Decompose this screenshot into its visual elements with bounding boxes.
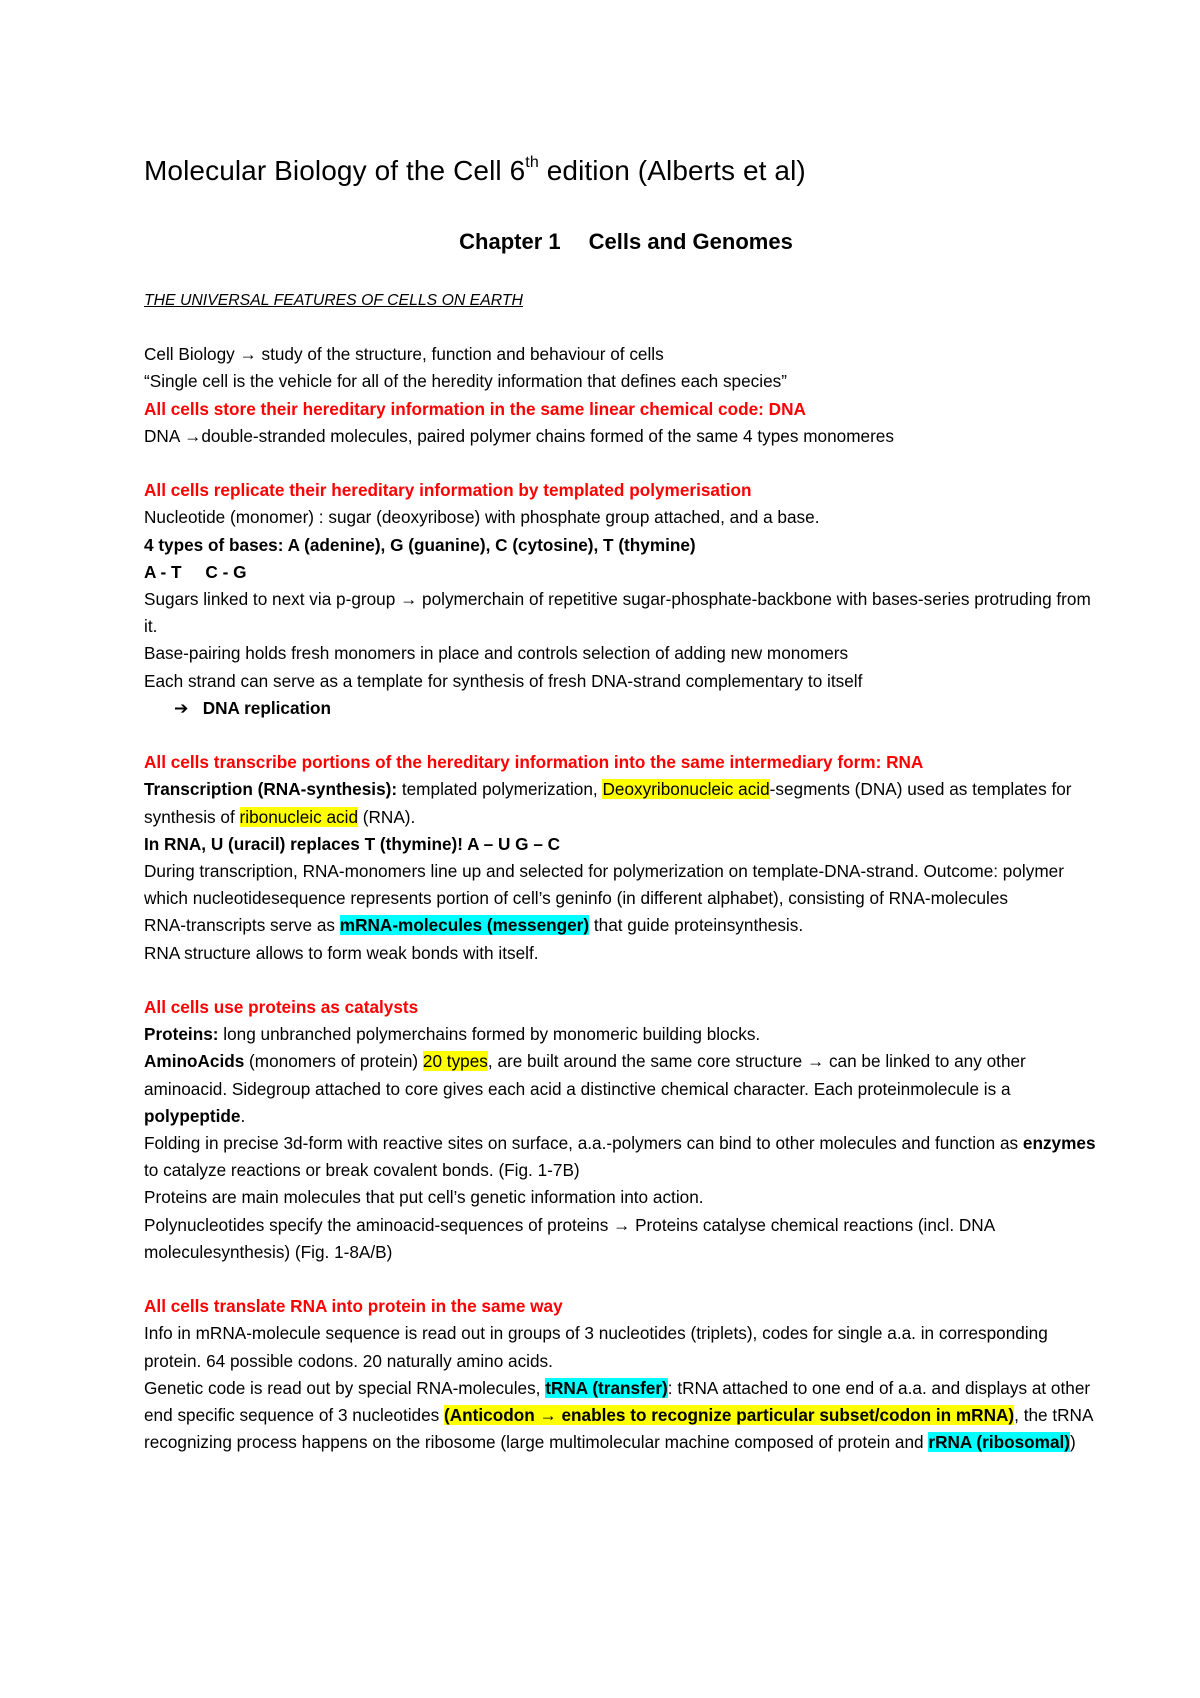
arrow-icon: → (184, 425, 202, 446)
heading-replicate: All cells replicate their hereditary information by templated polymerisation (144, 480, 752, 501)
heading-transcribe: All cells transcribe portions of the hereditary information into the same intermediary form: RNA (144, 752, 924, 773)
arrow-icon: → (400, 589, 418, 609)
heading-store-dna: All cells store their hereditary information in the same linear chemical code: DNA (144, 398, 806, 419)
arrow-icon: → (806, 1051, 825, 1072)
paragraph-quote: “Single cell is the vehicle for all of the heredity information that defines each species” (144, 371, 787, 392)
paragraph-dna: DNA →double-stranded molecules, paired polymer chains formed of the same 4 types monomeres (144, 425, 894, 446)
paragraph-sugars: Sugars linked to next via p-group → polymerchain of repetitive sugar-phosphate-backbone with bases-series protruding from it. (144, 589, 1091, 637)
paragraph-polynucleotides: Polynucleotides specify the aminoacid-sequences of proteins → Proteins catalyse chemical reactions (incl. DNA moleculesynthesis) (Fig. 1-8A/B) (144, 1214, 995, 1262)
bold-arrow-icon: ➔ (174, 697, 189, 718)
bullet-dna-replication: ➔ DNA replication (174, 697, 332, 718)
paragraph-cell-biology: Cell Biology → study of the structure, function and behaviour of cells (144, 344, 664, 365)
paragraph-mrna-info: Info in mRNA-molecule sequence is read out in groups of 3 nucleotides (triplets), codes for single a.a. in corresponding protein. 64 possible codons. 20 naturally amino acids. (144, 1323, 1048, 1371)
arrow-icon: → (613, 1214, 631, 1235)
arrow-icon: → (239, 344, 257, 365)
heading-translate: All cells translate RNA into protein in the same way (144, 1296, 563, 1317)
paragraph-base-pairs: A - T C - G (144, 561, 247, 582)
chapter-number: Chapter 1 (459, 229, 561, 254)
paragraph-bases: 4 types of bases: A (adenine), G (guanine), C (cytosine), T (thymine) (144, 534, 696, 555)
paragraph-rna-structure: RNA structure allows to form weak bonds with itself. (144, 942, 539, 963)
document-title (144, 152, 1100, 190)
paragraph-base-pairing: Base-pairing holds fresh monomers in place and controls selection of adding new monomers (144, 643, 849, 664)
highlight-yellow: Deoxyribonucleic acid (602, 779, 770, 800)
paragraph-nucleotide: Nucleotide (monomer) : sugar (deoxyribose) with phosphate group attached, and a base. (144, 507, 820, 528)
paragraph-rna-transcripts: RNA-transcripts serve as mRNA-molecules (messenger) that guide proteinsynthesis. (144, 915, 804, 936)
paragraph-aminoacids: AminoAcids (monomers of protein) 20 types, are built around the same core structure → can be linked to any other aminoacid. Sidegroup attached to core gives each acid a distinctive chemical character. Each proteinmolecule is a polypeptide. (144, 1051, 1026, 1126)
title-text-rest: edition (Alberts et al) (538, 155, 806, 186)
arrow-icon: → (539, 1405, 557, 1426)
paragraph-genetic-code: Genetic code is read out by special RNA-molecules, tRNA (transfer): tRNA attached to one end of a.a. and displays at other end specific sequence of 3 nucleotides (Anticodon → enables to recognize particular subset/codon in mRNA), the tRNA recognizing process happens on the ribosome (large multimolecular machine composed of protein and rRNA (ribosomal)) (144, 1377, 1093, 1453)
highlight-cyan: rRNA (ribosomal) (928, 1432, 1071, 1453)
title-superscript: th (525, 154, 539, 171)
paragraph-proteins: Proteins: long unbranched polymerchains formed by monomeric building blocks. (144, 1024, 761, 1045)
document-body (144, 314, 1100, 1456)
title-text: Molecular Biology of the Cell 6 (144, 155, 526, 186)
highlight-yellow: (Anticodon → enables to recognize particular subset/codon in mRNA) (444, 1405, 1015, 1426)
heading-proteins: All cells use proteins as catalysts (144, 997, 419, 1018)
chapter-heading (144, 227, 1100, 257)
highlight-yellow: 20 types (422, 1051, 488, 1072)
paragraph-during-transcription: During transcription, RNA-monomers line up and selected for polymerization on template-DNA-strand. Outcome: polymer which nucleotidesequence represents portion of cell’s geninfo (in different alphabet), consisting of RNA-molecules (144, 861, 1064, 909)
paragraph-strand-template: Each strand can serve as a template for synthesis of fresh DNA-strand complementary to itself (144, 670, 863, 691)
paragraph-main-molecules: Proteins are main molecules that put cell’s genetic information into action. (144, 1187, 704, 1208)
highlight-cyan: tRNA (transfer) (545, 1377, 668, 1398)
paragraph-transcription: Transcription (RNA-synthesis): templated polymerization, Deoxyribonucleic acid-segments (DNA) used as templates for synthesis of ribonucleic acid (RNA). (144, 779, 1072, 827)
section-heading: THE UNIVERSAL FEATURES OF CELLS ON EARTH (144, 292, 523, 309)
highlight-cyan: mRNA-molecules (messenger) (339, 915, 590, 936)
chapter-name: Cells and Genomes (588, 229, 793, 254)
highlight-yellow: ribonucleic acid (239, 806, 358, 827)
paragraph-folding: Folding in precise 3d-form with reactive sites on surface, a.a.-polymers can bind to other molecules and function as enzymes to catalyze reactions or break covalent bonds. (Fig. 1-7B) (144, 1133, 1096, 1181)
paragraph-uracil: In RNA, U (uracil) replaces T (thymine)! A – U G – C (144, 833, 561, 854)
